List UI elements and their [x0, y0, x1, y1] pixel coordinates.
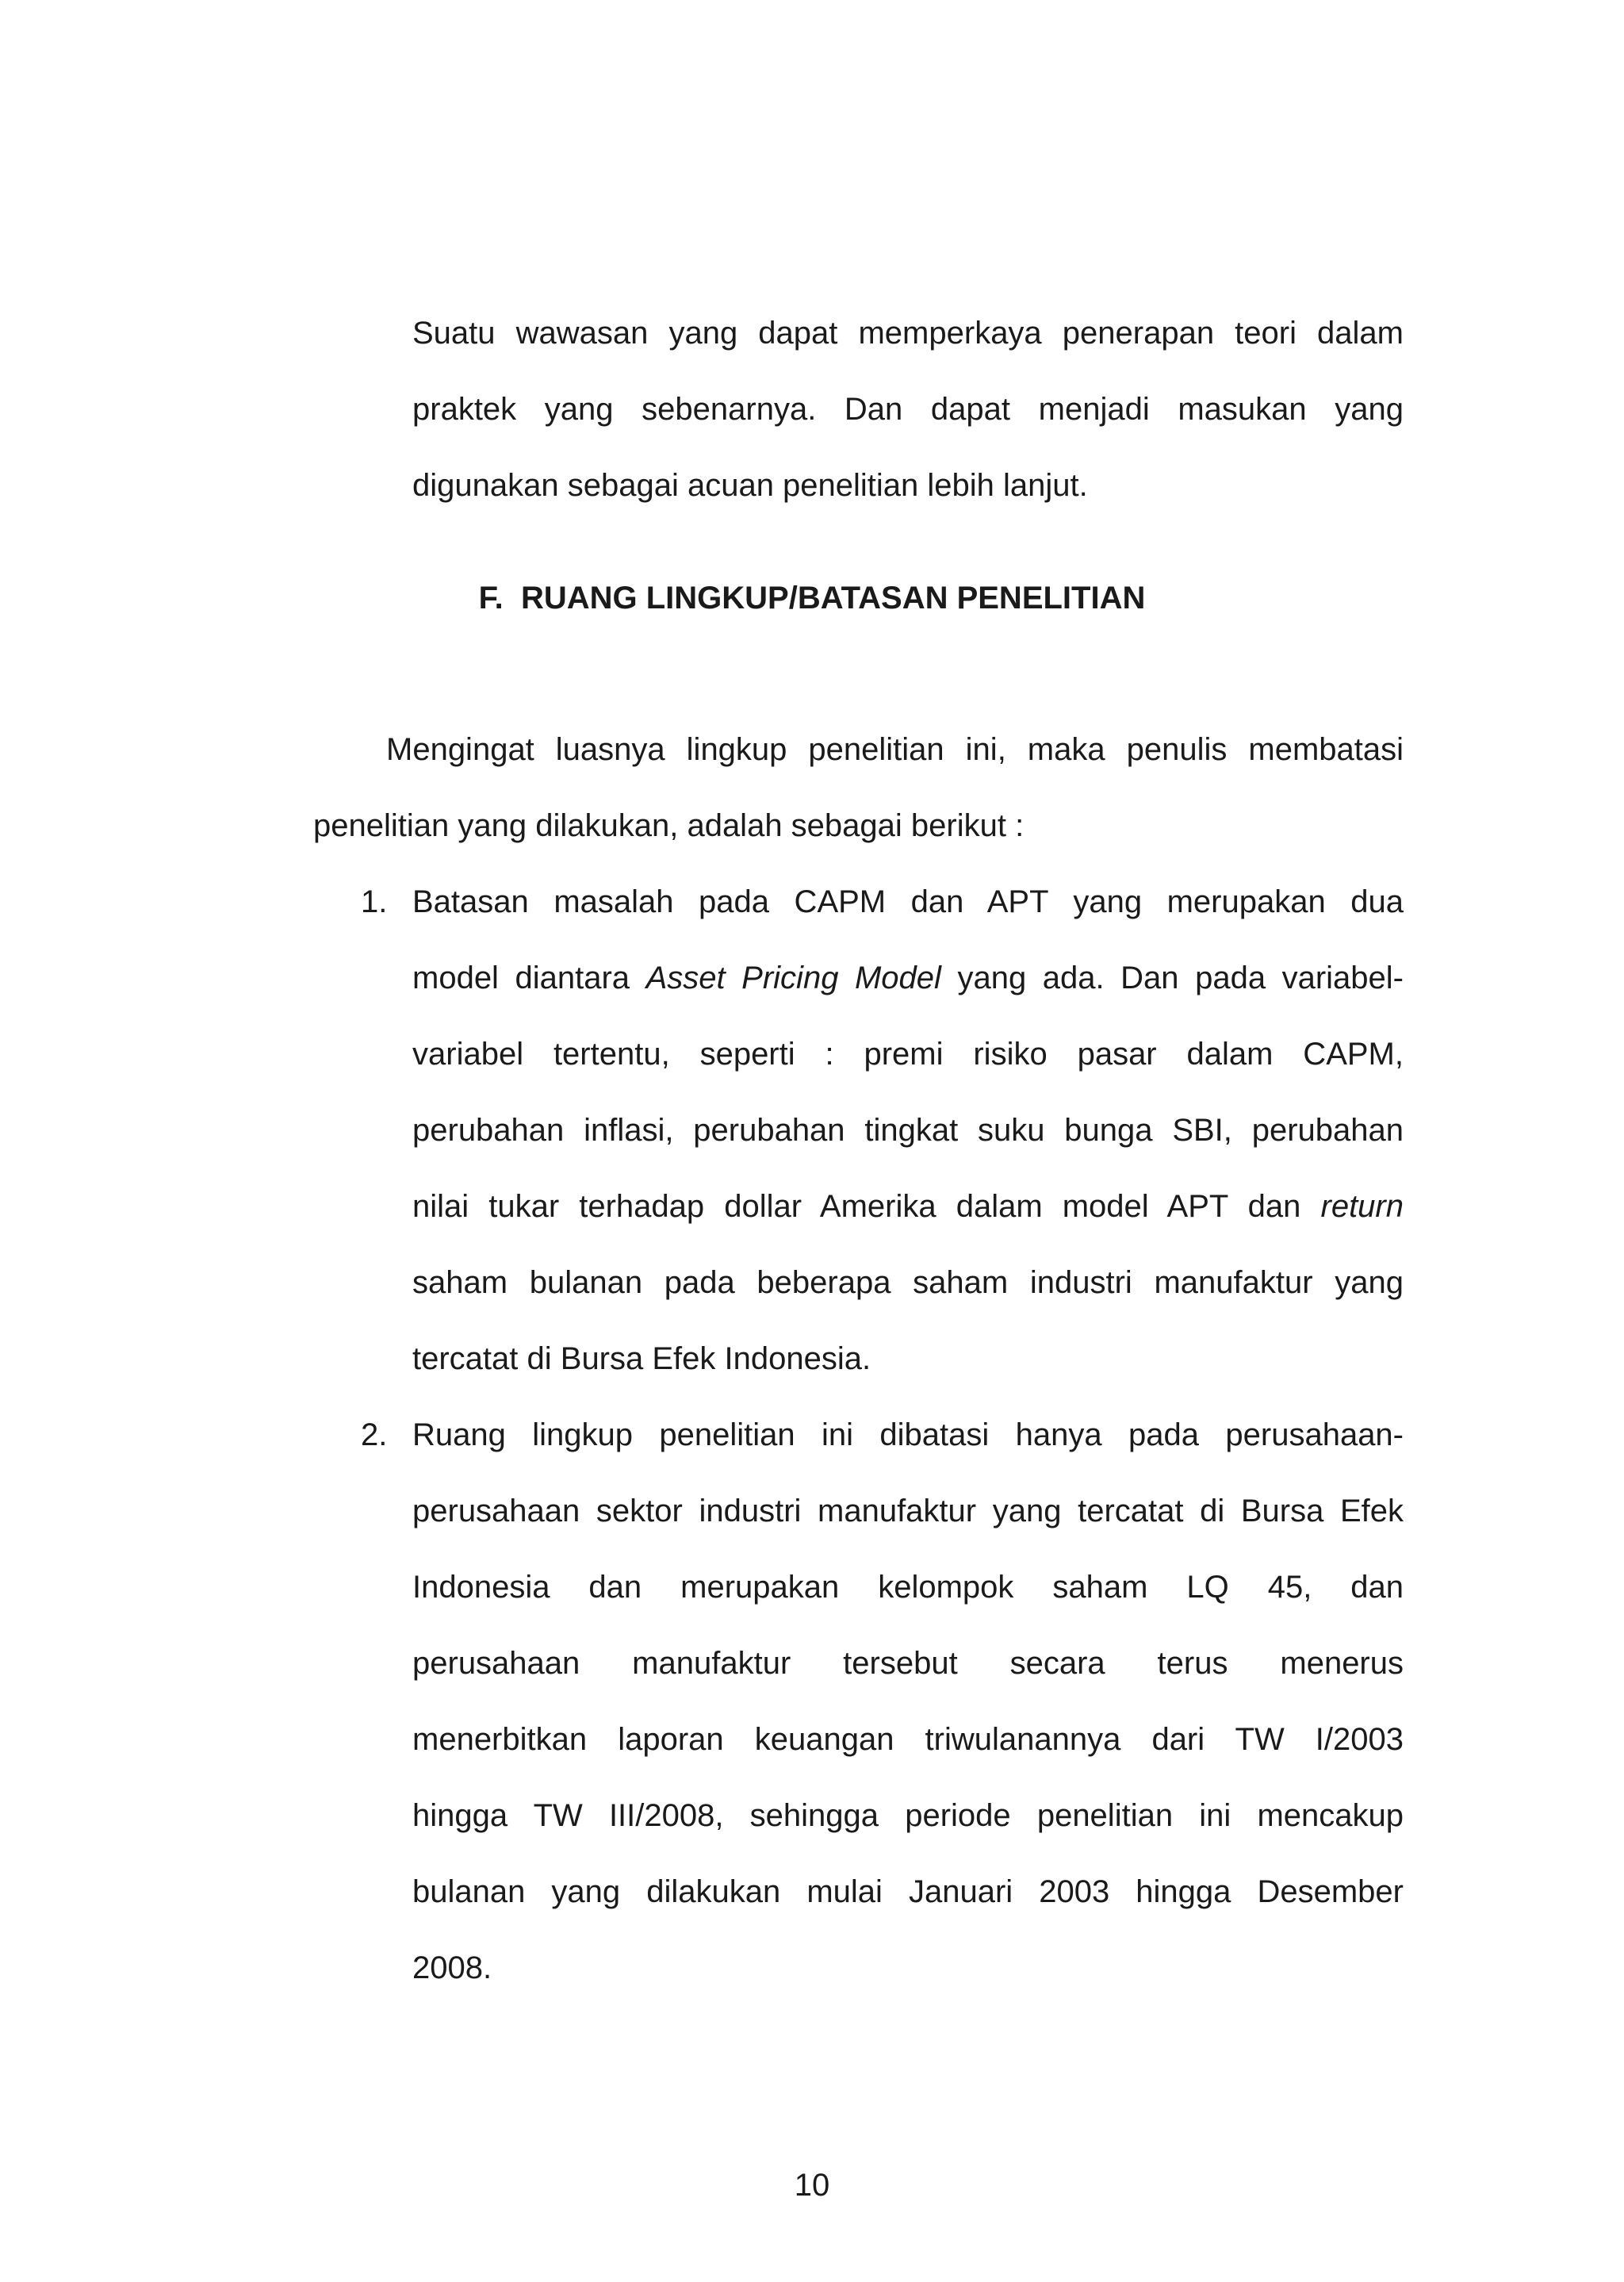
text-span: model diantara	[412, 961, 646, 995]
list-item-line: Indonesia dan merupakan kelompok saham LQ 45, dan	[412, 1570, 1404, 1605]
intro-paragraph	[412, 295, 1404, 524]
list-item-line: bulanan yang dilakukan mulai Januari 2003 hingga Desember	[412, 1874, 1404, 1909]
text-span: yang ada. Dan pada variabel-	[940, 961, 1404, 995]
paragraph-line: Mengingat luasnya lingkup penelitian ini, maka penulis membatasi	[386, 732, 1404, 767]
list-item-number: 2.	[361, 1417, 388, 1452]
italic-term: Asset Pricing Model	[645, 961, 941, 995]
list-item-line: perubahan inflasi, perubahan tingkat suku bunga SBI, perubahan	[412, 1113, 1404, 1148]
page-number: 10	[794, 2168, 830, 2203]
list-item-line: Ruang lingkup penelitian ini dibatasi hanya pada perusahaan-	[412, 1417, 1404, 1452]
list-item-content	[412, 864, 1404, 1397]
text-span: nilai tukar terhadap dollar Amerika dalam model APT dan	[412, 1189, 1321, 1224]
list-item-line: variabel tertentu, seperti : premi risiko pasar dalam CAPM,	[412, 1037, 1404, 1072]
paragraph-line: penelitian yang dilakukan, adalah sebagai berikut :	[313, 808, 1025, 843]
section-heading: F. RUANG LINGKUP/BATASAN PENELITIAN	[478, 581, 1146, 616]
italic-term: return	[1320, 1189, 1404, 1224]
scope-intro-paragraph	[313, 711, 1404, 864]
list-item-line: tercatat di Bursa Efek Indonesia.	[412, 1341, 871, 1376]
list-item-line: 2008.	[412, 1950, 492, 1985]
list-item-line: perusahaan sektor industri manufaktur yang tercatat di Bursa Efek	[412, 1494, 1404, 1528]
list-item-line: hingga TW III/2008, sehingga periode penelitian ini mencakup	[412, 1798, 1404, 1833]
list-item-line: perusahaan manufaktur tersebut secara terus menerus	[412, 1646, 1404, 1681]
list-item-line: Batasan masalah pada CAPM dan APT yang merupakan dua	[412, 884, 1404, 919]
intro-line: Suatu wawasan yang dapat memperkaya penerapan teori dalam	[412, 316, 1404, 351]
intro-line: digunakan sebagai acuan penelitian lebih lanjut.	[412, 468, 1088, 503]
list-item-line	[412, 1168, 1404, 1245]
list-item-line: menerbitkan laporan keuangan triwulanannya dari TW I/2003	[412, 1722, 1404, 1757]
list-item-line	[412, 940, 1404, 1016]
list-item-number: 1.	[361, 884, 388, 919]
intro-line: praktek yang sebenarnya. Dan dapat menjadi masukan yang	[412, 392, 1404, 427]
list-item-line: saham bulanan pada beberapa saham industri manufaktur yang	[412, 1265, 1404, 1300]
list-item-content	[412, 1397, 1404, 2006]
